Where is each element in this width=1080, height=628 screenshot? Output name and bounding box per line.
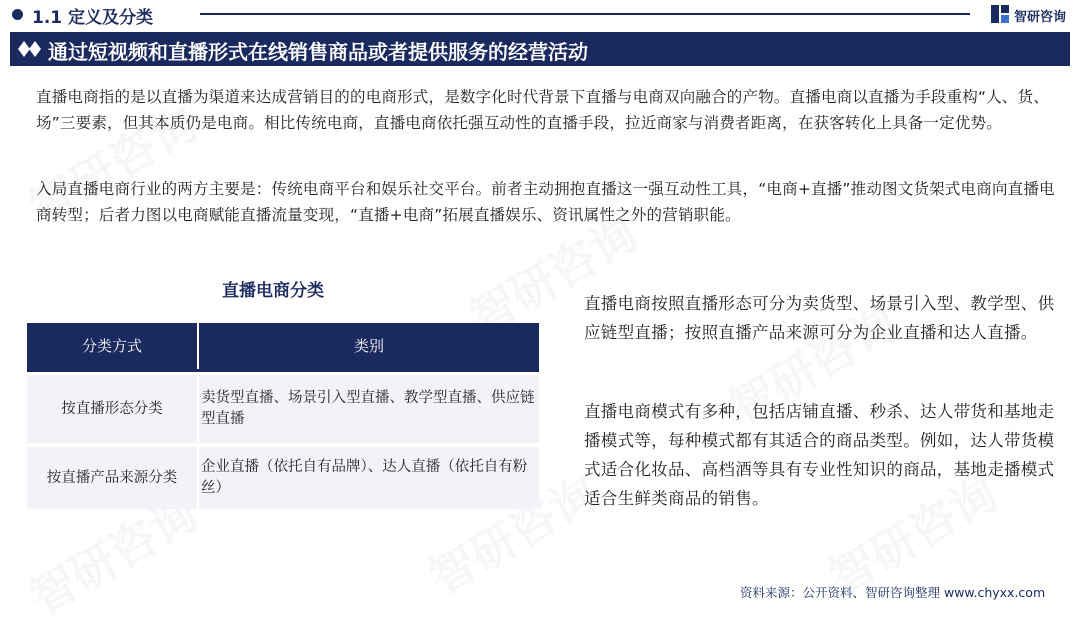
headline-banner	[10, 32, 1070, 66]
right-paragraph-1: 直播电商按照直播形态可分为卖货型、场景引入型、教学型、供应链型直播；按照直播产品来源可分为企业直播和达人直播。	[584, 294, 1055, 342]
table-cell-category-text: 企业直播（依托自有品牌）、达人直播（依托自有粉丝）	[201, 459, 528, 496]
table-header-row	[27, 323, 539, 369]
section-title: 1.1 定义及分类	[32, 8, 154, 28]
right-paragraph-2: 直播电商模式有多种，包括店铺直播、秒杀、达人带货和基地走播模式等，每种模式都有其适合的商品类型。例如，达人带货模式适合化妆品、高档酒等具有专业性知识的商品，基地走播模式适合生鲜类商品的销售。	[584, 402, 1055, 508]
double-diamond-icon	[18, 41, 44, 57]
logo-icon	[990, 4, 1010, 24]
table-divider	[27, 369, 539, 372]
table-title: 直播电商分类	[222, 281, 324, 301]
table-cell-category	[199, 375, 539, 443]
logo-text: 智研咨询	[1014, 10, 1067, 25]
intro-paragraph-2: 入局直播电商行业的两方主要是：传统电商平台和娱乐社交平台。前者主动拥抱直播这一强互动性工具，“电商+直播”推动图文货架式电商向直播电商转型；后者力图以电商赋能直播流量变现，“直播+电商”拓展直播娱乐、资讯属性之外的营销职能。	[36, 180, 1055, 224]
source-note: 资料来源：公开资料、智研咨询整理 www.chyxx.com	[740, 585, 1046, 600]
table-cell-category-text: 卖货型直播、场景引入型直播、教学型直播、供应链型直播	[201, 390, 535, 427]
table-cell-method: 按直播形态分类	[27, 375, 197, 443]
header-divider	[200, 13, 970, 15]
section-header	[0, 0, 1080, 30]
intro-paragraph-1: 直播电商指的是以直播为渠道来达成营销目的的电商形式，是数字化时代背景下直播与电商双向融合的产物。直播电商以直播为手段重构“人、货、场”三要素，但其本质仍是电商。相比传统电商，直播电商依托强互动性的直播手段，拉近商家与消费者距离，在获客转化上具备一定优势。	[36, 88, 1050, 132]
table-cell-method: 按直播产品来源分类	[27, 447, 197, 509]
headline-title: 通过短视频和直播形式在线销售商品或者提供服务的经营活动	[48, 40, 588, 64]
bullet-dot-icon	[12, 9, 23, 20]
table-header-category: 类别	[199, 323, 539, 369]
table-header-method: 分类方式	[27, 323, 197, 369]
table-cell-category	[199, 447, 539, 509]
